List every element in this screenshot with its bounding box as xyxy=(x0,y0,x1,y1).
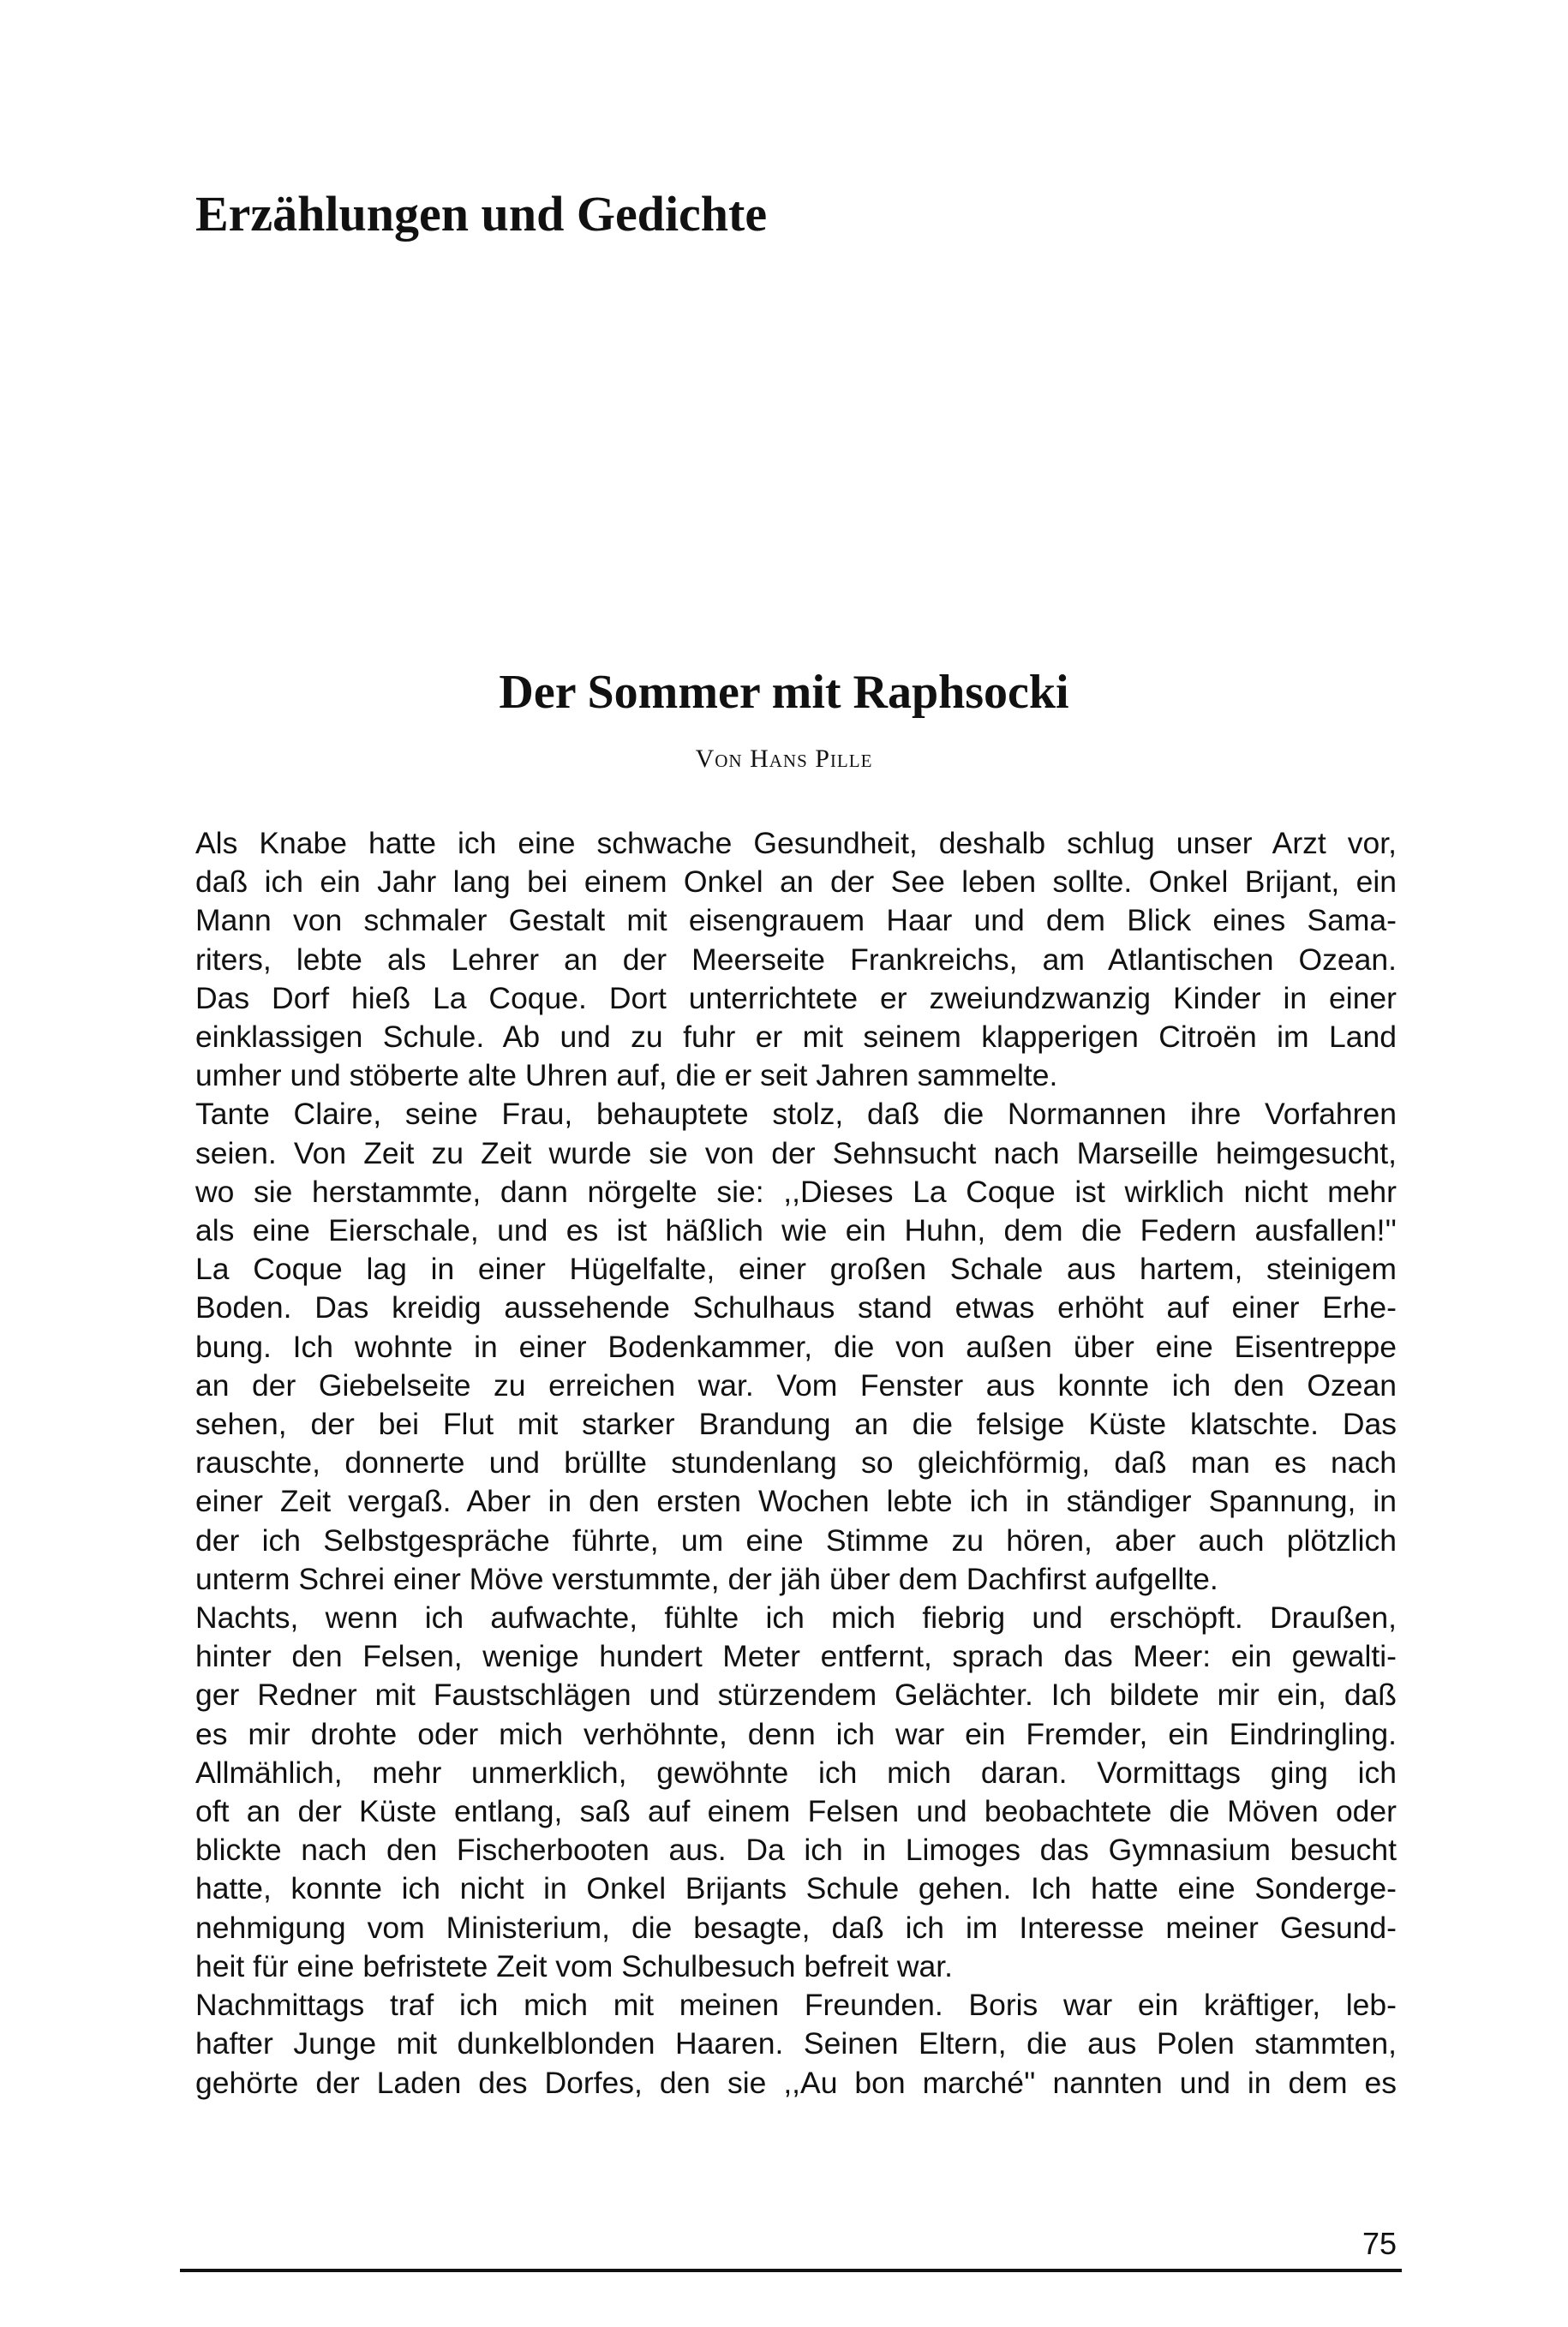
body-line: seien. Von Zeit zu Zeit wurde sie von der Sehnsucht nach Marseille heimgesucht, xyxy=(195,1135,1397,1170)
body-line: umher und stöberte alte Uhren auf, die er seit Jahren sammelte. xyxy=(195,1058,1058,1093)
body-line: daß ich ein Jahr lang bei einem Onkel an der See leben sollte. Onkel Brijant, ein xyxy=(195,864,1397,900)
body-line: Nachts, wenn ich aufwachte, fühlte ich mich fiebrig und erschöpft. Draußen, xyxy=(195,1600,1397,1636)
body-line: Als Knabe hatte ich eine schwache Gesundheit, deshalb schlug unser Arzt vor, xyxy=(195,826,1397,860)
body-line: der ich Selbstgespräche führte, um eine Stimme zu hören, aber auch plötzlich xyxy=(195,1522,1397,1558)
body-line: Nachmittags traf ich mich mit meinen Freunden. Boris war ein kräftiger, leb- xyxy=(195,1988,1397,2023)
section-heading: Erzählungen und Gedichte xyxy=(195,186,768,242)
footer-rule xyxy=(180,2269,1402,2272)
body-line: Allmählich, mehr unmerklich, gewöhnte ich mich daran. Vormittags ging ich xyxy=(195,1755,1397,1790)
body-line: oft an der Küste entlang, saß auf einem Felsen und beobachtete die Möven oder xyxy=(195,1794,1397,1829)
body-line: blickte nach den Fischerbooten aus. Da ich in Limoges das Gymnasium besucht xyxy=(195,1833,1397,1868)
body-line: hafter Junge mit dunkelblonden Haaren. Seinen Eltern, die aus Polen stammten, xyxy=(195,2026,1397,2061)
body-line: wo sie herstammte, dann nörgelte sie: ,,Dieses La Coque ist wirklich nicht mehr xyxy=(195,1174,1397,1209)
body-line: unterm Schrei einer Möve verstummte, der jäh über dem Dachfirst aufgellte. xyxy=(195,1561,1218,1596)
body-line: rauschte, donnerte und brüllte stundenlang so gleichförmig, daß man es nach xyxy=(195,1445,1397,1481)
body-line: Mann von schmaler Gestalt mit eisengrauem Haar und dem Blick eines Sama- xyxy=(195,903,1397,938)
body-line: hatte, konnte ich nicht in Onkel Brijants Schule gehen. Ich hatte eine Sonderge- xyxy=(195,1871,1397,1906)
body-line: einklassigen Schule. Ab und zu fuhr er mit seinem klapperigen Citroën im Land xyxy=(195,1020,1397,1055)
story-body xyxy=(195,824,1397,2103)
page-number: 75 xyxy=(1362,2226,1397,2261)
body-line: heit für eine befristete Zeit vom Schulbesuch befreit war. xyxy=(195,1948,953,1983)
body-line: sehen, der bei Flut mit starker Brandung an die felsige Küste klatschte. Das xyxy=(195,1407,1397,1442)
story-title: Der Sommer mit Raphsocki xyxy=(499,666,1069,719)
body-line: ger Redner mit Faustschlägen und stürzendem Gelächter. Ich bildete mir ein, daß xyxy=(195,1678,1397,1713)
body-line: Tante Claire, seine Frau, behauptete stolz, daß die Normannen ihre Vorfahren xyxy=(195,1097,1397,1132)
body-line: an der Giebelseite zu erreichen war. Vom Fenster aus konnte ich den Ozean xyxy=(195,1367,1397,1403)
body-line: Boden. Das kreidig aussehende Schulhaus stand etwas erhöht auf einer Erhe- xyxy=(195,1290,1397,1325)
body-line: es mir drohte oder mich verhöhnte, denn ich war ein Fremder, ein Eindringling. xyxy=(195,1716,1397,1751)
author-byline: Von Hans Pille xyxy=(695,745,873,773)
body-line: als eine Eierschale, und es ist häßlich wie ein Huhn, dem die Federn ausfallen!'' xyxy=(195,1213,1397,1248)
body-line: nehmigung vom Ministerium, die besagte, daß ich im Interesse meiner Gesund- xyxy=(195,1910,1397,1945)
body-line: riters, lebte als Lehrer an der Meerseite Frankreichs, am Atlantischen Ozean. xyxy=(195,942,1397,977)
body-line: gehörte der Laden des Dorfes, den sie ,,Au bon marché'' nannten und in dem es xyxy=(195,2065,1397,2100)
body-line: einer Zeit vergaß. Aber in den ersten Wochen lebte ich in ständiger Spannung, in xyxy=(195,1484,1397,1519)
body-line: La Coque lag in einer Hügelfalte, einer großen Schale aus hartem, steinigem xyxy=(195,1252,1397,1287)
body-line: Das Dorf hieß La Coque. Dort unterrichtete er zweiundzwanzig Kinder in einer xyxy=(195,980,1397,1015)
body-line: hinter den Felsen, wenige hundert Meter entfernt, sprach das Meer: ein gewalti- xyxy=(195,1639,1397,1674)
body-line: bung. Ich wohnte in einer Bodenkammer, die von außen über eine Eisentreppe xyxy=(195,1329,1397,1364)
